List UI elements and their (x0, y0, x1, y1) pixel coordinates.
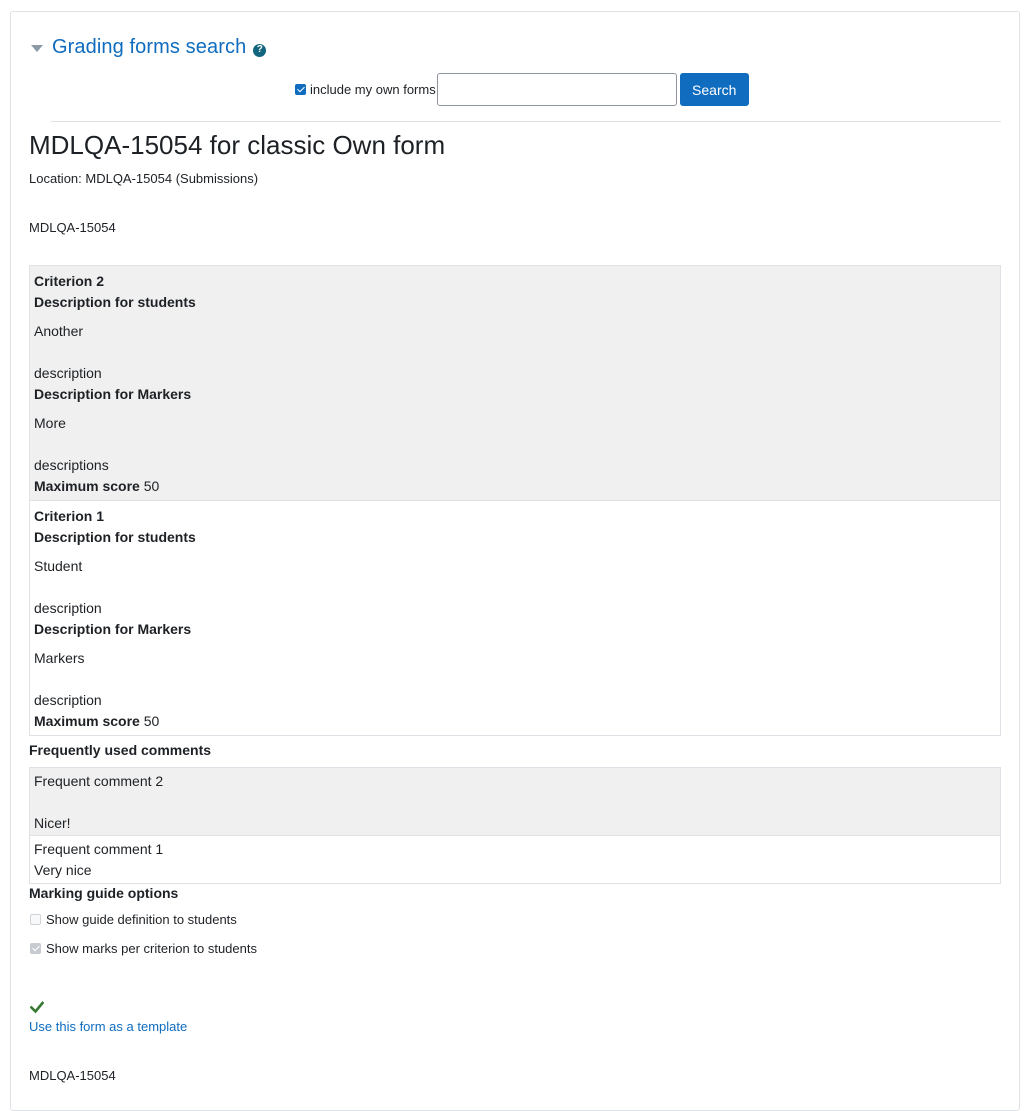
options-heading: Marking guide options (29, 885, 179, 901)
comments-heading: Frequently used comments (29, 742, 212, 758)
comment-row (29, 767, 1001, 836)
collapse-caret-icon[interactable] (31, 45, 43, 52)
comment-text: Nicer! (34, 815, 71, 831)
max-score-label: Maximum score (34, 713, 140, 729)
students-description-heading: Description for students (34, 294, 196, 310)
markers-description-line: descriptions (34, 457, 109, 473)
form-location: Location: MDLQA-15054 (Submissions) (29, 171, 259, 186)
search-legend[interactable]: Grading forms search (52, 36, 247, 58)
markers-description-heading: Description for Markers (34, 386, 192, 402)
comment-row (29, 836, 1001, 884)
search-input[interactable] (437, 73, 677, 106)
comment-text: Very nice (34, 862, 92, 878)
students-description-line: description (34, 365, 102, 381)
comment-title: Frequent comment 2 (34, 773, 164, 789)
option-label: Show guide definition to students (46, 912, 237, 927)
max-score-label: Maximum score (34, 478, 140, 494)
footer-description: MDLQA-15054 (29, 1068, 116, 1083)
markers-description-line: Markers (34, 650, 85, 666)
criterion-row (29, 501, 1001, 736)
grading-forms-panel (10, 11, 1020, 1111)
students-description-line: Student (34, 558, 83, 574)
criteria-list (29, 265, 1001, 736)
criterion-row (29, 265, 1001, 501)
option-show-guide-definition (30, 912, 237, 927)
students-description-heading: Description for students (34, 529, 196, 545)
markers-description-line: description (34, 692, 102, 708)
help-icon[interactable]: ? (253, 44, 266, 57)
option-checkbox[interactable] (30, 943, 41, 954)
search-fieldset-header[interactable] (31, 36, 266, 59)
use-as-template-link[interactable]: Use this form as a template (29, 1019, 188, 1034)
include-own-forms-checkbox[interactable] (295, 84, 306, 95)
markers-description-line: More (34, 415, 66, 431)
comments-list (29, 767, 1001, 884)
search-button[interactable]: Search (680, 73, 749, 106)
max-score-value: 50 (143, 713, 160, 729)
criterion-name: Criterion 2 (34, 273, 105, 289)
criterion-name: Criterion 1 (34, 508, 105, 524)
max-score-value: 50 (143, 478, 160, 494)
students-description-line: description (34, 600, 102, 616)
comment-title: Frequent comment 1 (34, 841, 164, 857)
markers-description-heading: Description for Markers (34, 621, 192, 637)
checkmark-icon (30, 1000, 44, 1014)
students-description-line: Another (34, 323, 84, 339)
option-label: Show marks per criterion to students (46, 941, 257, 956)
option-show-marks-per-criterion (30, 941, 257, 956)
search-row (295, 73, 749, 106)
divider (51, 121, 1001, 122)
form-description: MDLQA-15054 (29, 220, 116, 235)
include-own-forms-label[interactable]: include my own forms (310, 82, 436, 97)
option-checkbox[interactable] (30, 914, 41, 925)
form-title: MDLQA-15054 for classic Own form (29, 130, 446, 160)
